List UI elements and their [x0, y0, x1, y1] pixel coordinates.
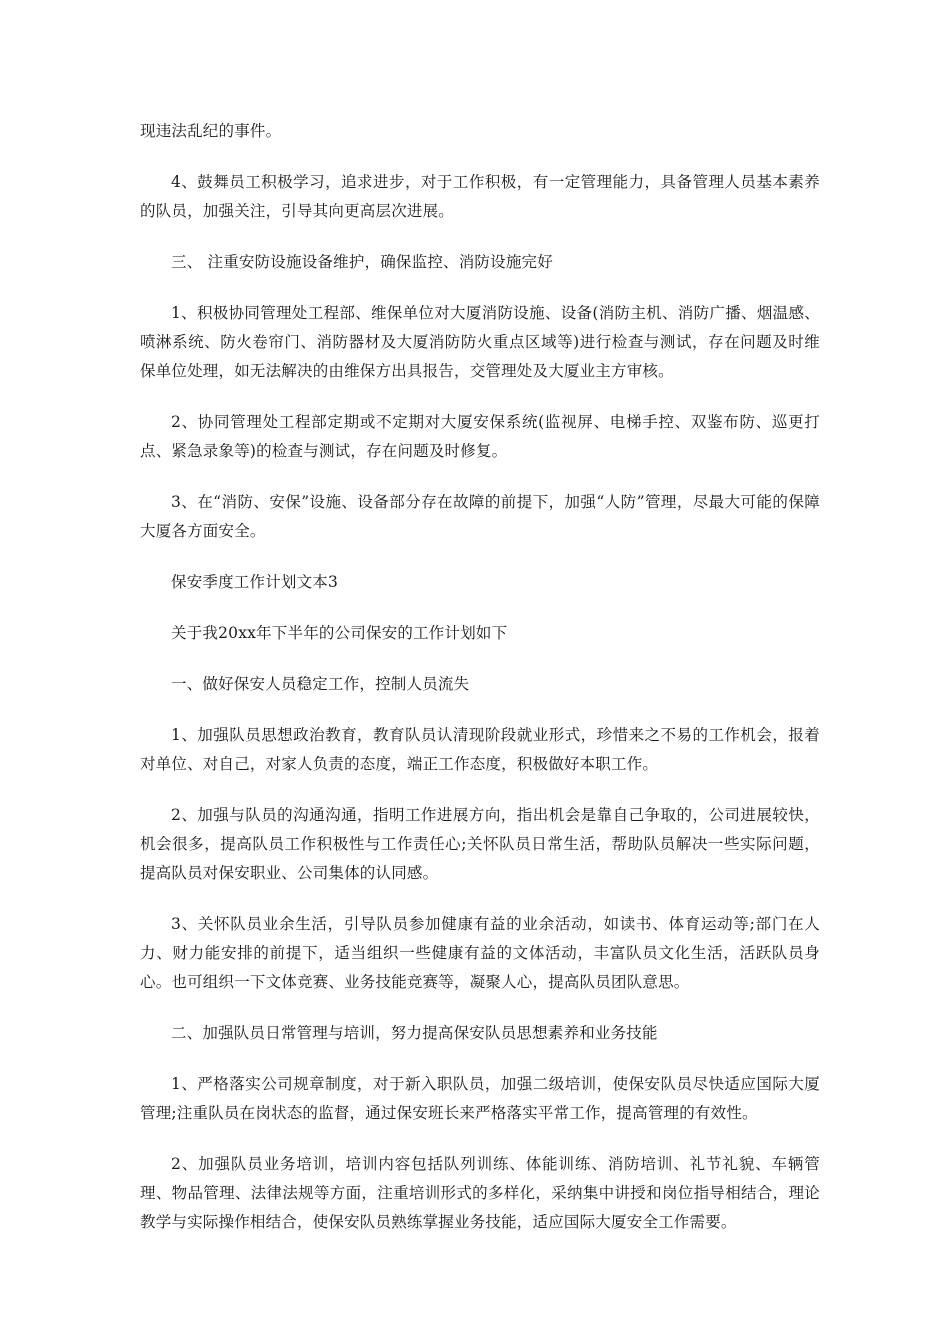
- paragraph-item-2: 2、加强与队员的沟通沟通，指明工作进展方向，指出机会是靠自己争取的，公司进展较快，机会很多，提高队员工作积极性与工作责任心;关怀队员日常生活，帮助队员解决一些实际问题，提高队员对保安职业、公司集体的认同感。: [140, 806, 820, 882]
- paragraph-item-3: 3、关怀队员业余生活，引导队员参加健康有益的业余活动，如读书、体育运动等;部门在人力、财力能安排的前提下，适当组织一些健康有益的文体活动，丰富队员文化生活，活跃队员身心。也可组织一下文体竞赛、业务技能竞赛等，凝聚人心，提高队员团队意思。: [140, 915, 820, 991]
- paragraph-item-1: 1、加强队员思想政治教育，教育队员认清现阶段就业形式，珍惜来之不易的工作机会，报着对单位、对自己，对家人负责的态度，端正工作态度，积极做好本职工作。: [140, 726, 820, 773]
- paragraph-item-1: 1、严格落实公司规章制度，对于新入职队员，加强二级培训，使保安队员尽快适应国际大厦管理;注重队员在岗状态的监督，通过保安班长来严格落实平常工作，提高管理的有效性。: [140, 1075, 820, 1122]
- paragraph-item-4: 4、鼓舞员工积极学习，追求进步，对于工作积极，有一定管理能力，具备管理人员基本素养的队员，加强关注，引导其向更高层次进展。: [140, 173, 820, 220]
- document-subtitle: 保安季度工作计划文本3: [171, 573, 339, 591]
- paragraph-item-2: 2、加强队员业务培训，培训内容包括队列训练、体能训练、消防培训、礼节礼貌、车辆管理、物品管理、法律法规等方面，注重培训形式的多样化，采纳集中讲授和岗位指导相结合，理论教学与实际操作相结合，使保安队员熟练掌握业务技能，适应国际大厦安全工作需要。: [140, 1155, 820, 1231]
- paragraph-item-3: 3、在“消防、安保”设施、设备部分存在故障的前提下，加强“人防”管理，尽最大可能的保障大厦各方面安全。: [140, 493, 820, 540]
- paragraph-item-2: 2、协同管理处工程部定期或不定期对大厦安保系统(监视屏、电梯手控、双鉴布防、巡更打点、紧急录象等)的检查与测试，存在问题及时修复。: [140, 413, 820, 460]
- document-body: [140, 117, 820, 1259]
- intro-line: 关于我20xx年下半年的公司保安的工作计划如下: [171, 624, 508, 642]
- section-heading-1: 一、做好保安人员稳定工作，控制人员流失: [171, 675, 470, 693]
- paragraph-item-1: 1、积极协同管理处工程部、维保单位对大厦消防设施、设备(消防主机、消防广播、烟温感、喷淋系统、防火卷帘门、消防器材及大厦消防防火重点区域等)进行检查与测试，存在问题及时维保单位处理，如无法解决的由维保方出具报告，交管理处及大厦业主方审核。: [140, 304, 820, 380]
- section-heading-3: 三、 注重安防设施设备维护，确保监控、消防设施完好: [171, 253, 553, 271]
- paragraph-continuation: 现违法乱纪的事件。: [140, 122, 282, 140]
- section-heading-2: 二、加强队员日常管理与培训，努力提高保安队员思想素养和业务技能: [171, 1024, 658, 1042]
